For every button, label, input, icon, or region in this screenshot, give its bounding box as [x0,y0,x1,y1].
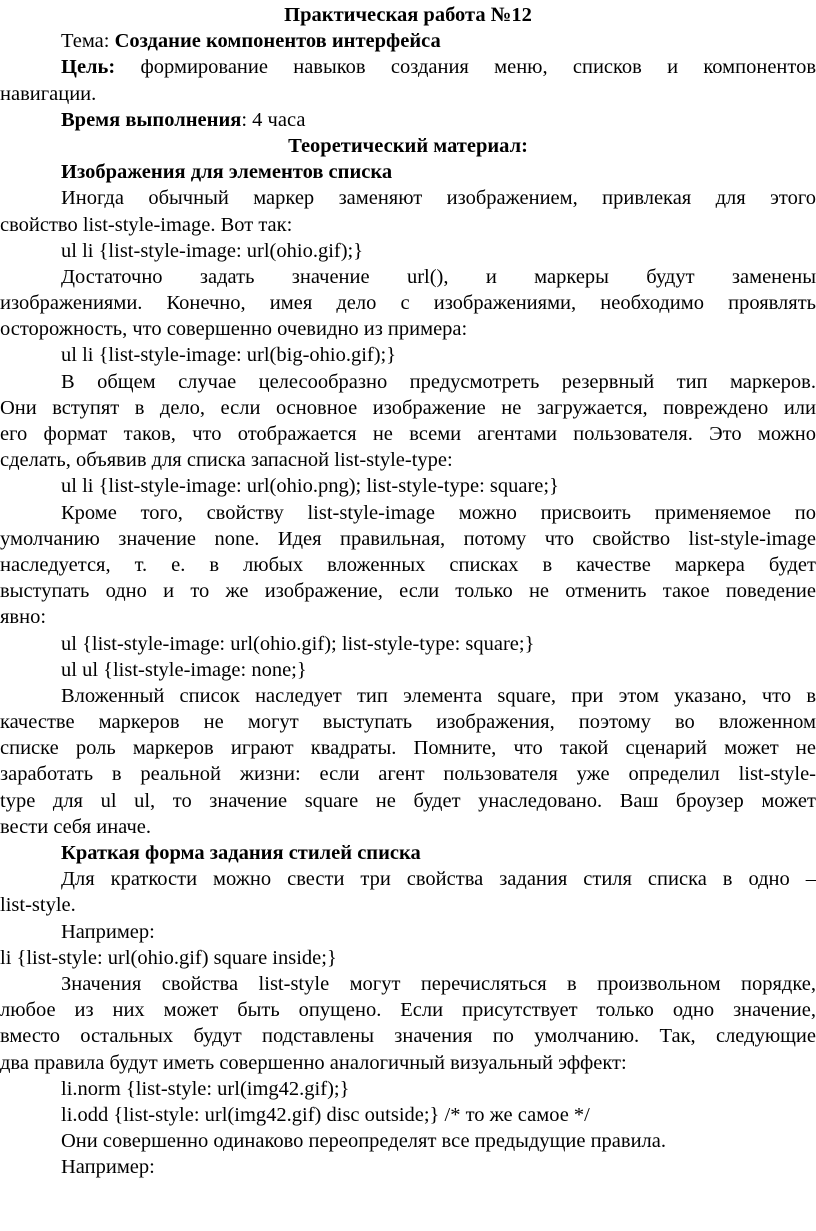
paragraph-line: вместо остальных будут подставлены значения по умолчанию. Так, следующие [0,1025,816,1048]
paragraph-line: качестве маркеров не могут выступать изображения, поэтому во вложенном [0,711,816,734]
theory-heading: Теоретический материал: [288,134,528,157]
time-line [0,107,816,133]
paragraph-line: вести себя иначе. [0,815,151,838]
paragraph-line: В общем случае целесообразно предусмотреть резервный тип маркеров. [61,370,816,393]
code-line: ul li {list-style-image: url(ohio.png); list-style-type: square;} [61,475,559,498]
paragraph-line: любое из них может быть опущено. Если присутствует только одно значение, [0,999,816,1022]
paragraph-line: изображениями. Конечно, имея дело с изображениями, необходимо проявлять [0,292,816,315]
paragraph-line: Они совершенно одинаково переопределят все предыдущие правила. [61,1130,667,1153]
code-line: ul li {list-style-image: url(ohio.gif);} [61,239,364,262]
time-value: : 4 часа [241,108,306,131]
paragraph-line: заработать в реальной жизни: если агент пользователя уже определил list-style- [0,763,816,786]
paragraph-line: type для ul ul, то значение square не будет унаследовано. Ваш броузер может [0,789,816,812]
paragraph-line: умолчанию значение none. Идея правильная, потому что свойство list-style-image [0,527,816,550]
page-title: Практическая работа №12 [284,4,532,26]
section-heading-shorthand: Краткая форма задания стилей списка [61,842,421,864]
time-label: Время выполнения [61,108,242,131]
paragraph-line: Значения свойства list-style могут перечисляться в произвольном порядке, [61,972,816,995]
paragraph-line: list-style. [0,894,76,917]
paragraph-line: Иногда обычный маркер заменяют изображением, привлекая для этого [61,187,816,210]
paragraph-line: выступать одно и то же изображение, если только не отменить такое поведение [0,580,816,603]
paragraph-line: Для краткости можно свести три свойства задания стиля списка в одно – [61,868,816,891]
paragraph-line: наследуется, т. е. в любых вложенных списках в качестве маркера будет [0,553,816,576]
goal-text: формирование навыков создания меню, списков и компонентов [140,56,816,79]
goal-line [0,54,816,80]
goal-label: Цель: [61,56,116,79]
code-line: ul ul {list-style-image: none;} [61,658,307,681]
code-line: ul {list-style-image: url(ohio.gif); list-style-type: square;} [61,632,535,655]
paragraph-line: Например: [61,1156,155,1179]
paragraph-line: Например: [61,920,155,943]
code-line: ul li {list-style-image: url(big-ohio.gif);} [61,344,397,367]
section-heading-images: Изображения для элементов списка [61,161,393,184]
paragraph-line: явно: [0,606,47,629]
topic-line [0,28,816,54]
paragraph-line: Вложенный список наследует тип элемента square, при этом указано, что в [61,684,816,707]
topic-label: Тема: [61,30,110,53]
paragraph-line: два правила будут иметь совершенно аналогичный визуальный эффект: [0,1051,627,1074]
paragraph-line: свойство list-style-image. Вот так: [0,213,293,236]
paragraph-line: Достаточно задать значение url(), и маркеры будут заменены [61,265,816,288]
code-line: li {list-style: url(ohio.gif) square inside;} [0,946,337,969]
paragraph-line: его формат таков, что отображается не всеми агентами пользователя. Это можно [0,423,816,445]
paragraph-line: Они вступят в дело, если основное изображение не загружается, повреждено или [0,396,816,419]
goal-line-2: навигации. [0,82,97,105]
code-line: li.odd {list-style: url(img42.gif) disc outside;} /* то же самое */ [61,1103,590,1126]
paragraph-line: осторожность, что совершенно очевидно из примера: [0,318,468,341]
topic-value: Создание компонентов интерфейса [114,30,441,53]
code-line: li.norm {list-style: url(img42.gif);} [61,1077,350,1100]
paragraph-line: сделать, объявив для списка запасной list-style-type: [0,449,453,472]
paragraph-line: Кроме того, свойству list-style-image можно присвоить применяемое по [61,501,816,524]
paragraph-line: списке роль маркеров играют квадраты. Помните, что такой сценарий может не [0,737,816,760]
